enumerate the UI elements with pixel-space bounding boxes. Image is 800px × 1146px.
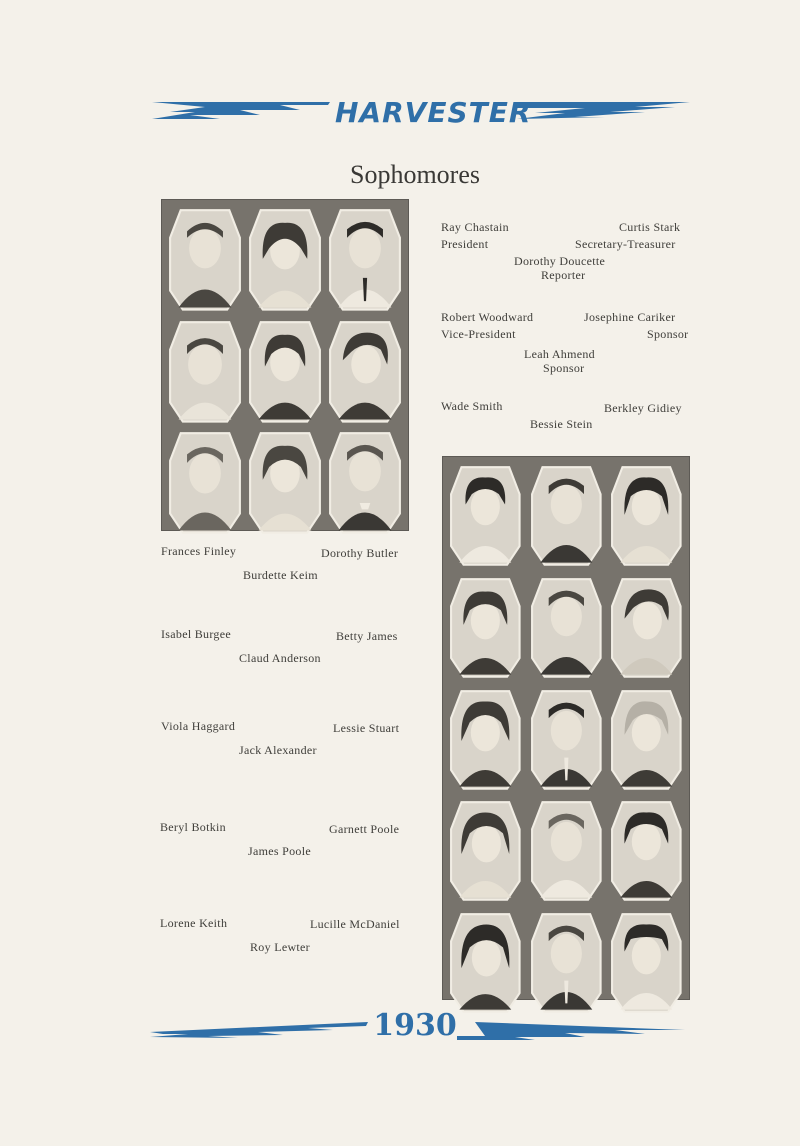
- student-name: Burdette Keim: [243, 568, 318, 582]
- student-name: Dorothy Butler: [321, 546, 399, 560]
- footer-year: 1930: [373, 1008, 457, 1043]
- student-name: Beryl Botkin: [160, 820, 226, 834]
- portrait: [168, 429, 242, 535]
- portrait: [610, 687, 683, 791]
- portrait: [328, 429, 402, 535]
- student-name: Bessie Stein: [530, 417, 593, 431]
- right-photo-panel: [442, 456, 690, 1000]
- officer-role: Reporter: [541, 268, 586, 282]
- student-name: Wade Smith: [441, 399, 503, 413]
- portrait: [248, 318, 322, 424]
- student-name: Berkley Gidiey: [604, 401, 682, 415]
- portrait: [530, 798, 603, 902]
- portrait: [610, 575, 683, 679]
- officer-name: Robert Woodward: [441, 310, 534, 324]
- section-title: Sophomores: [350, 160, 480, 189]
- portrait: [328, 318, 402, 424]
- student-name: Lorene Keith: [160, 916, 228, 930]
- left-photo-panel: [161, 199, 409, 531]
- student-name: Lucille McDaniel: [310, 917, 400, 931]
- portrait: [168, 318, 242, 424]
- portrait: [610, 463, 683, 567]
- officer-role: Vice-President: [441, 327, 516, 341]
- student-name: James Poole: [248, 844, 311, 858]
- portrait: [248, 429, 322, 535]
- portrait: [530, 910, 603, 1014]
- right-photo-grid: [449, 463, 683, 993]
- right-lightning-ornament: [515, 98, 695, 122]
- portrait: [449, 910, 522, 1014]
- officer-name: Ray Chastain: [441, 220, 509, 234]
- student-name: Garnett Poole: [329, 822, 400, 836]
- portrait: [530, 463, 603, 567]
- student-name: Claud Anderson: [239, 651, 321, 665]
- left-photo-grid: [168, 206, 402, 524]
- portrait: [449, 687, 522, 791]
- portrait: [168, 206, 242, 312]
- footer-right-lightning-ornament: [455, 1018, 690, 1040]
- portrait: [610, 910, 683, 1014]
- student-name: Jack Alexander: [239, 743, 317, 757]
- officer-role: President: [441, 237, 489, 251]
- officer-name: Dorothy Doucette: [514, 254, 606, 268]
- portrait: [328, 206, 402, 312]
- header-title: HARVESTER: [335, 96, 532, 129]
- student-name: Roy Lewter: [250, 940, 310, 954]
- student-name: Betty James: [336, 629, 398, 643]
- portrait: [248, 206, 322, 312]
- student-name: Isabel Burgee: [161, 627, 231, 641]
- student-name: Lessie Stuart: [333, 721, 400, 735]
- officer-name: Curtis Stark: [619, 220, 681, 234]
- portrait: [449, 798, 522, 902]
- portrait: [530, 687, 603, 791]
- portrait: [449, 575, 522, 679]
- left-lightning-ornament: [150, 98, 335, 122]
- portrait: [530, 575, 603, 679]
- student-name: Viola Haggard: [161, 719, 236, 733]
- officer-role: Secretary-Treasurer: [575, 237, 676, 251]
- student-name: Frances Finley: [161, 544, 237, 558]
- portrait: [610, 798, 683, 902]
- officer-role: Sponsor: [647, 327, 689, 341]
- officer-role: Sponsor: [543, 361, 585, 375]
- officer-name: Leah Ahmend: [524, 347, 595, 361]
- footer-left-lightning-ornament: [148, 1018, 370, 1040]
- portrait: [449, 463, 522, 567]
- officer-name: Josephine Cariker: [584, 310, 676, 324]
